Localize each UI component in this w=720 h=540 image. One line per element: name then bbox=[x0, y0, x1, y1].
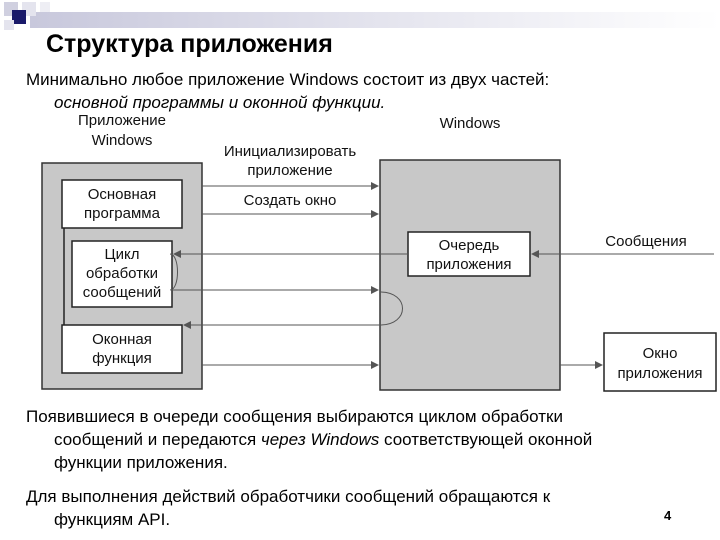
main-program-label-2: программа bbox=[84, 205, 160, 222]
window-function-label-2: функция bbox=[92, 350, 152, 367]
note1-line-1: Появившиеся в очереди сообщения выбираются циклом обработки bbox=[26, 407, 563, 426]
note-paragraph-2 bbox=[26, 485, 550, 531]
window-function-label-1: Оконная bbox=[92, 331, 152, 348]
init-label-2: приложение bbox=[247, 162, 333, 179]
note1-line-2-b: через Windows bbox=[260, 430, 380, 449]
windows-label: Windows bbox=[439, 115, 501, 132]
app-window-box bbox=[604, 333, 716, 391]
note1-line-2-c: соответствующей оконной bbox=[379, 430, 593, 449]
loop-label-3: сообщений bbox=[82, 284, 162, 301]
app-label-line-2: Windows bbox=[91, 132, 153, 149]
init-label-1: Инициализировать bbox=[223, 143, 357, 160]
intro-line-1: Минимально любое приложение Windows состоит из двух частей: bbox=[26, 70, 550, 89]
note2-line-2: функциям API. bbox=[54, 510, 171, 529]
page-number: 4 bbox=[664, 508, 672, 523]
queue-label-1: Очередь bbox=[438, 237, 500, 254]
loop-label-1: Цикл bbox=[104, 246, 140, 263]
note-paragraph-1 bbox=[26, 405, 592, 474]
queue-label-2: приложения bbox=[426, 256, 512, 273]
loop-label-2: обработки bbox=[85, 265, 159, 282]
note2-line-1: Для выполнения действий обработчики сообщений обращаются к bbox=[26, 487, 551, 506]
messages-label: Сообщения bbox=[605, 233, 687, 250]
app-window-label-2: приложения bbox=[617, 365, 703, 382]
app-window-label-1: Окно bbox=[642, 345, 678, 362]
page-title: Структура приложения bbox=[46, 30, 333, 58]
app-label-line-1: Приложение bbox=[78, 112, 166, 129]
intro-line-2: основной программы и оконной функции. bbox=[54, 93, 386, 112]
create-window-label: Создать окно bbox=[243, 192, 337, 209]
note1-line-2 bbox=[26, 428, 592, 451]
main-program-label-1: Основная bbox=[87, 186, 157, 203]
note1-line-2-a: сообщений и передаются bbox=[54, 430, 261, 449]
note1-line-3: функции приложения. bbox=[54, 453, 228, 472]
